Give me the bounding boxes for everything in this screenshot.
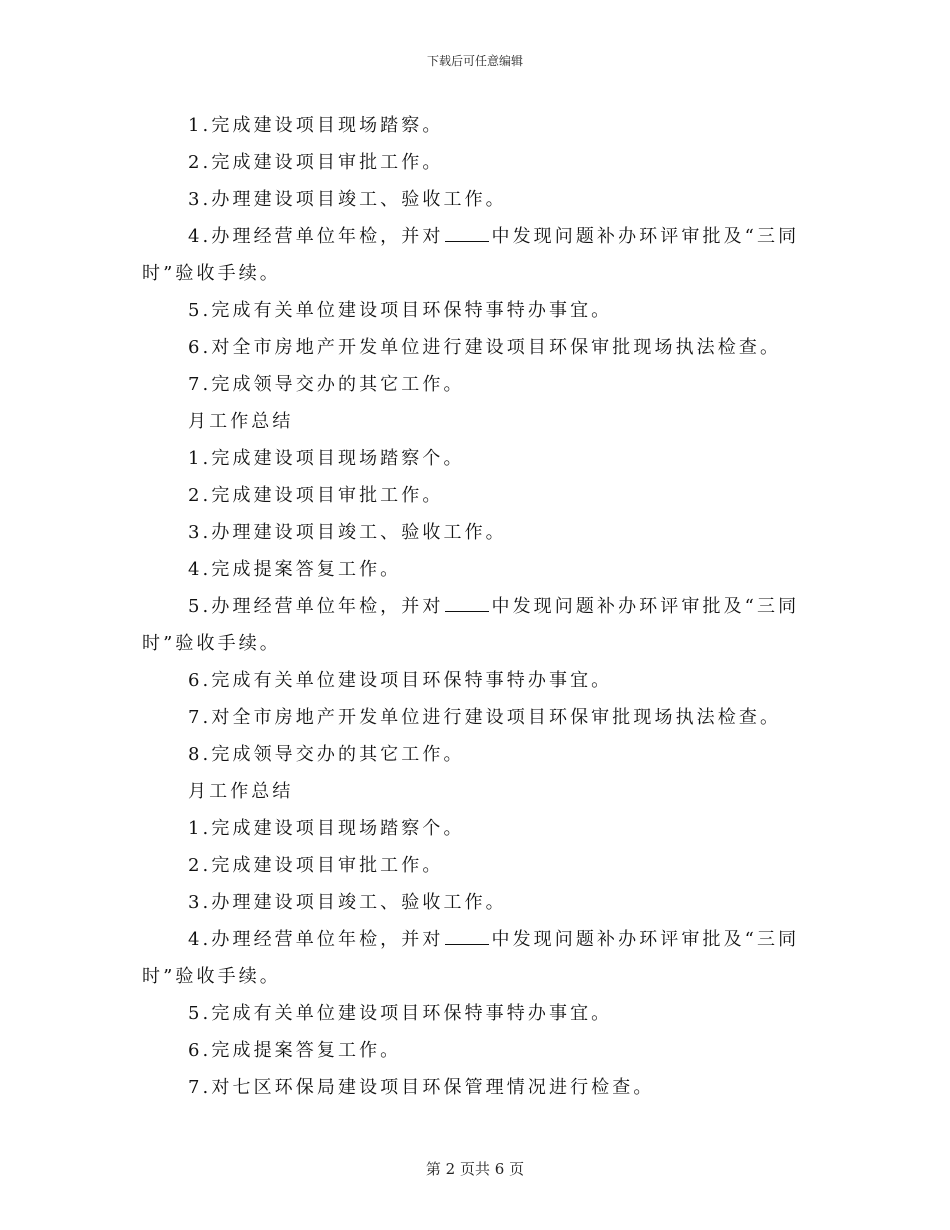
paragraph-text: 3.办理建设项目竣工、验收工作。 <box>188 522 507 543</box>
paragraph <box>142 588 814 662</box>
paragraph <box>142 440 814 477</box>
fill-in-blank <box>445 227 489 242</box>
paragraph-text-continued: 中发现问题补办环评审批及“三同时”验收手续。 <box>142 226 800 284</box>
paragraph <box>142 144 814 181</box>
paragraph-text: 3.办理建设项目竣工、验收工作。 <box>188 189 507 210</box>
paragraph <box>142 477 814 514</box>
paragraph-text: 1.完成建设项目现场踏察个。 <box>188 818 465 839</box>
paragraph-text: 5.办理经营单位年检，并对 <box>188 596 444 617</box>
paragraph <box>142 773 814 810</box>
paragraph-text: 2.完成建设项目审批工作。 <box>188 855 444 876</box>
paragraph-text: 2.完成建设项目审批工作。 <box>188 152 444 173</box>
paragraph-text: 6.对全市房地产开发单位进行建设项目环保审批现场执法检查。 <box>188 337 782 358</box>
paragraph <box>142 810 814 847</box>
paragraph-text: 4.完成提案答复工作。 <box>188 559 402 580</box>
paragraph <box>142 292 814 329</box>
paragraph <box>142 1032 814 1069</box>
fill-in-blank <box>445 930 489 945</box>
paragraph-text: 月工作总结 <box>188 411 294 432</box>
page-header: 下载后可任意编辑 <box>426 54 523 68</box>
paragraph <box>142 1069 814 1106</box>
paragraph-text: 7.完成领导交办的其它工作。 <box>188 374 465 395</box>
paragraph-text: 2.完成建设项目审批工作。 <box>188 485 444 506</box>
page-footer: 第 2 页共 6 页 <box>425 1160 525 1178</box>
paragraph-text: 月工作总结 <box>188 781 294 802</box>
fill-in-blank <box>445 597 489 612</box>
paragraph <box>142 736 814 773</box>
paragraph <box>142 514 814 551</box>
paragraph <box>142 329 814 366</box>
document-body <box>142 107 814 1106</box>
paragraph-text: 1.完成建设项目现场踏察。 <box>188 115 444 136</box>
paragraph-text: 5.完成有关单位建设项目环保特事特办事宜。 <box>188 300 613 321</box>
paragraph <box>142 884 814 921</box>
paragraph <box>142 995 814 1032</box>
paragraph <box>142 366 814 403</box>
paragraph <box>142 403 814 440</box>
paragraph-text: 6.完成提案答复工作。 <box>188 1040 402 1061</box>
paragraph-text: 7.对全市房地产开发单位进行建设项目环保审批现场执法检查。 <box>188 707 782 728</box>
paragraph <box>142 107 814 144</box>
paragraph <box>142 218 814 292</box>
paragraph <box>142 699 814 736</box>
paragraph <box>142 551 814 588</box>
paragraph-text: 6.完成有关单位建设项目环保特事特办事宜。 <box>188 670 613 691</box>
paragraph-text: 7.对七区环保局建设项目环保管理情况进行检查。 <box>188 1077 655 1098</box>
paragraph-text: 8.完成领导交办的其它工作。 <box>188 744 465 765</box>
paragraph-text: 4.办理经营单位年检，并对 <box>188 929 444 950</box>
paragraph-text-continued: 中发现问题补办环评审批及“三同时”验收手续。 <box>142 929 800 987</box>
paragraph-text: 4.办理经营单位年检，并对 <box>188 226 444 247</box>
paragraph-text: 3.办理建设项目竣工、验收工作。 <box>188 892 507 913</box>
paragraph <box>142 662 814 699</box>
paragraph-text-continued: 中发现问题补办环评审批及“三同时”验收手续。 <box>142 596 800 654</box>
paragraph <box>142 847 814 884</box>
paragraph-text: 5.完成有关单位建设项目环保特事特办事宜。 <box>188 1003 613 1024</box>
paragraph <box>142 921 814 995</box>
paragraph <box>142 181 814 218</box>
paragraph-text: 1.完成建设项目现场踏察个。 <box>188 448 465 469</box>
